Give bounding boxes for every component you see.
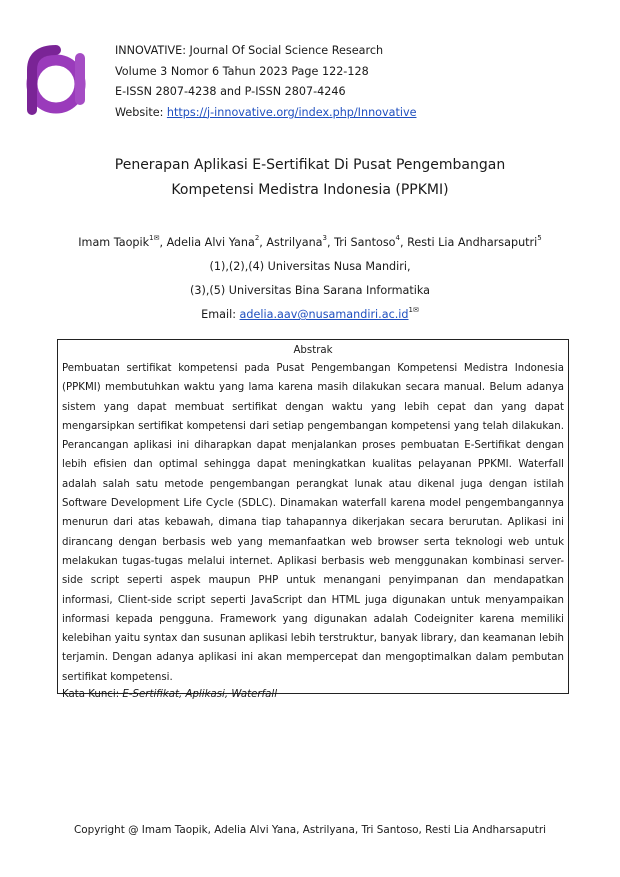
title-line-1: Penerapan Aplikasi E-Sertifikat Di Pusat Pengembangan — [114, 157, 506, 173]
author-name: Resti Lia Andharsaputri — [407, 236, 538, 249]
title-line-2: Kompetensi Medistra Indonesia (PPKMI) — [171, 182, 449, 198]
journal-logo — [14, 40, 98, 124]
author-sup: 4 — [395, 234, 400, 242]
mail-icon: 1✉ — [408, 306, 419, 314]
author-list: Imam Taopik$^{1✉}$, Adelia Alvi Yana$^2$, Astrilyana$^3$, Tri Santoso$^4$, Resti Lia Andharsaputri$^5$ — [78, 234, 542, 249]
abstract-heading: Abstrak — [293, 345, 333, 356]
paper-title — [0, 153, 620, 203]
author-sup: 1✉ — [149, 234, 160, 242]
affiliation-2: (3),(5) Universitas Bina Sarana Informatika — [189, 284, 431, 297]
author-name: Astrilyana — [266, 236, 323, 249]
affiliation-1: (1),(2),(4) Universitas Nusa Mandiri, — [209, 260, 411, 273]
author-sup: 3 — [322, 234, 327, 242]
keywords-label: Kata Kunci: — [62, 689, 123, 701]
email-link[interactable]: adelia.aav@nusamandiri.ac.id — [239, 308, 409, 321]
journal-website — [115, 103, 416, 124]
abstract-text: Pembuatan sertifikat kompetensi pada Pusat Pengembangan Kompetensi Medistra Indonesia (PPKMI) membutuhkan waktu yang lama karena masih dilakukan secara manual. Belum adanya sistem yang dapat membuat sertifikat dengan waktu yang lebih cepat dan yang dapat mengarsipkan sertifikat kompetensi dari setiap pengembangan kompetensi yang telah dilakukan. Perancangan aplikasi ini diharapkan dapat menjalankan proses pembuatan E-Sertifikat dengan lebih efisien dan optimal sehingga dapat meningkatkan kualitas pelayanan PPKMI. Waterfall adalah salah satu metode pengembangan perangkat lunak atau dikenal juga dengan istilah Software Development Life Cycle (SDLC). Dinamakan waterfall karena model pengembangannya menurun dari atas kebawah, dimana tiap tahapannya dikerjakan secara berurutan. Aplikasi ini dirancang dengan berbasis web yang memanfaatkan web browser serta teknologi web untuk melakukan tugas-tugas melalui internet. Aplikasi berbasis web menggunakan kombinasi server-side script seperti aspek maupun PHP untuk menangani penyimpanan dan mendapatkan informasi, Client-side script seperti JavaScript dan HTML juga digunakan untuk menyampaikan informasi kepada pengguna. Framework yang digunakan adalah Codeigniter karena memiliki kelebihan yaitu syntax dan susunan aplikasi lebih terstruktur, banyak library, dan keamanan lebih terjamin. Dengan adanya aplikasi ini akan mempercepat dan mengoptimalkan dalam pembutan sertifikat kompetensi. — [62, 363, 564, 683]
keywords-value: E-Sertifikat, Aplikasi, Waterfall — [122, 689, 278, 701]
author-name: Adelia Alvi Yana — [166, 236, 255, 249]
email-line — [0, 303, 620, 327]
journal-name: INNOVATIVE: Journal Of Social Science Research — [115, 44, 384, 57]
author-name: Imam Taopik — [78, 236, 150, 249]
author-name: Tri Santoso — [334, 236, 396, 249]
author-sup: 5 — [537, 234, 542, 242]
website-link[interactable]: https://j-innovative.org/index.php/Innovative — [166, 105, 417, 119]
journal-volume: Volume 3 Nomor 6 Tahun 2023 Page 122-128 — [115, 64, 369, 78]
copyright-footer: Copyright @ Imam Taopik, Adelia Alvi Yana, Astrilyana, Tri Santoso, Resti Lia Andharsaputri — [74, 824, 546, 836]
journal-issn: E-ISSN 2807-4238 and P-ISSN 2807-4246 — [115, 85, 346, 98]
journal-header — [115, 41, 416, 123]
keywords-line — [62, 687, 564, 703]
author-block — [0, 231, 620, 327]
email-label: Email: — [201, 308, 240, 321]
abstract-box — [57, 339, 569, 701]
website-label: Website: — [115, 105, 167, 119]
author-sup: 2 — [254, 234, 260, 242]
